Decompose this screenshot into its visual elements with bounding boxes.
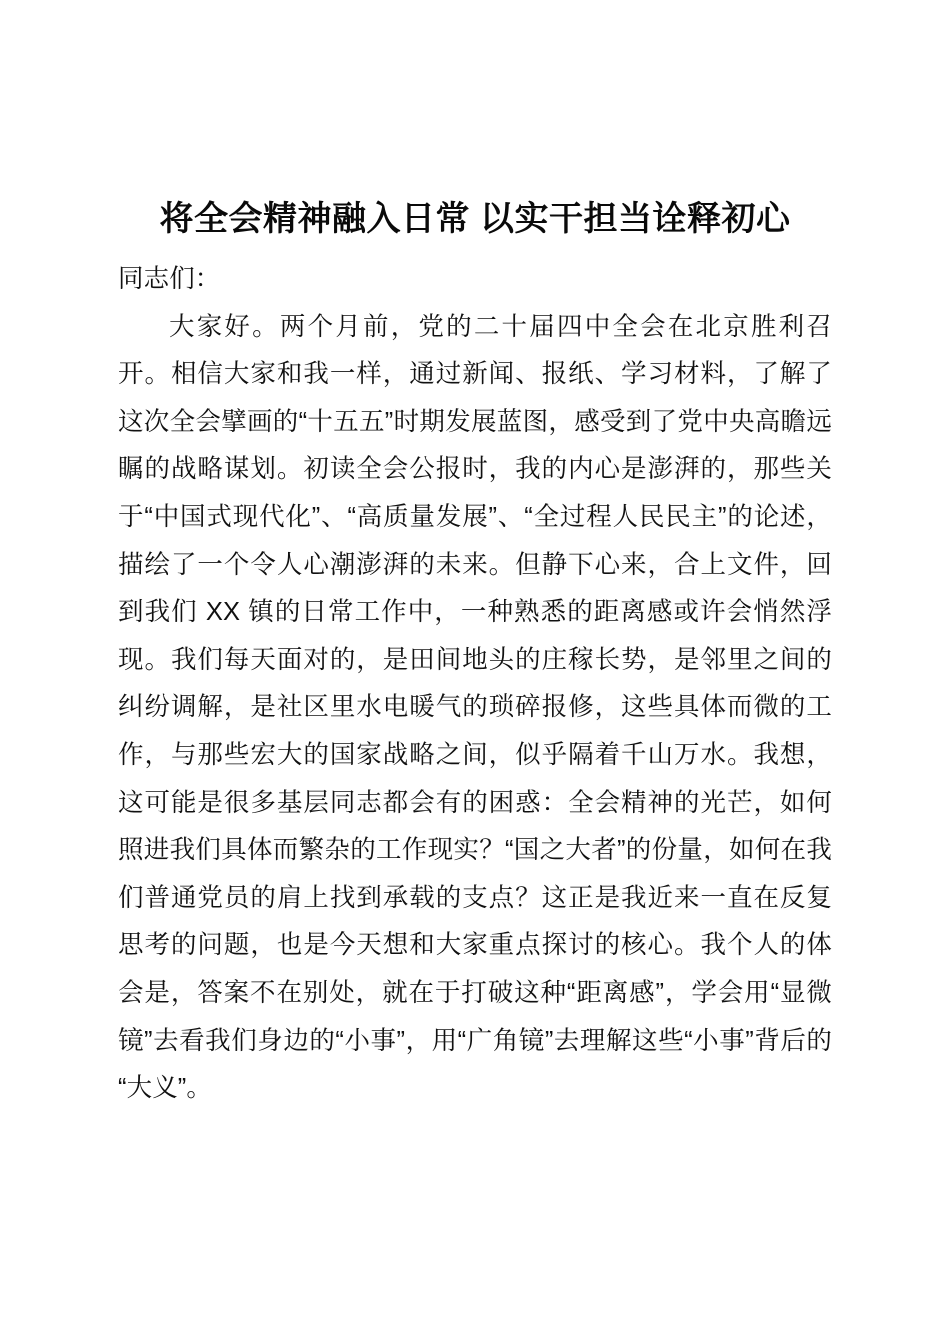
page-title: 将全会精神融入日常 以实干担当诠释初心: [159, 199, 791, 238]
salutation-line: 同志们：: [118, 265, 221, 293]
body-paragraph-1: 大家好。两个月前，党的二十届四中全会在北京胜利召开。相信大家和我一样，通过新闻、报纸、学习材料，了解了这次全会擘画的“十五五”时期发展蓝图，感受到了党中央高瞻远瞩的战略谋划。初读全会公报时，我的内心是澎湃的，那些关于“中国式现代化”、“高质量发展”、“全过程人民民主”的论述，描绘了一个令人心潮澎湃的未来。但静下心来，合上文件，回到我们 XX 镇的日常工作中，一种熟悉的距离感或许会悄然浮现。我们每天面对的，是田间地头的庄稼长势，是邻里之间的纠纷调解，是社区里水电暖气的琐碎报修，这些具体而微的工作，与那些宏大的国家战略之间，似乎隔着千山万水。我想，这可能是很多基层同志都会有的困惑：全会精神的光芒，如何照进我们具体而繁杂的工作现实？“国之大者”的份量，如何在我们普通党员的肩上找到承载的支点？这正是我近来一直在反复思考的问题，也是今天想和大家重点探讨的核心。我个人的体会是，答案不在别处，就在于打破这种“距离感”，学会用“显微镜”去看我们身边的“小事”，用“广角镜”去理解这些“小事”背后的“大义”。: [118, 312, 832, 1103]
document-body: [118, 256, 832, 1113]
